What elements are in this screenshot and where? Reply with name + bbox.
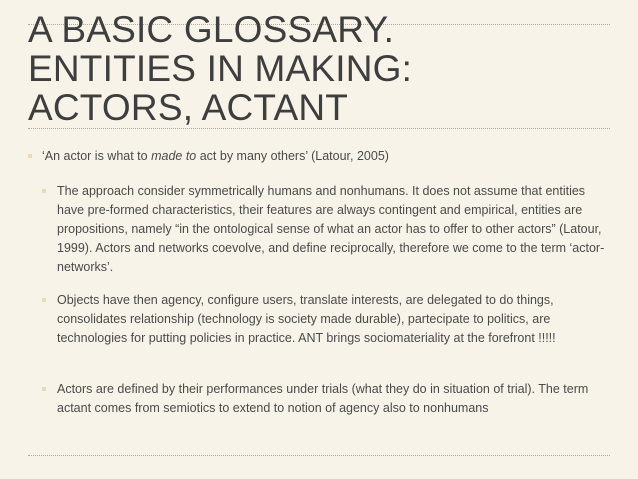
sub-bullet xyxy=(28,182,614,277)
sub-bullet-text: Objects have then agency, configure users, translate interests, are delegated to do things, consolidates relationship (technology is society made durable), partecipate to politics, are technologies for putting policies in practice. ANT brings sociomateriality at the forefront !!!!! xyxy=(57,293,556,345)
bullet-text-before: ‘An actor is what to xyxy=(42,149,152,163)
bullet-marker xyxy=(42,387,46,391)
bullet-text-emphasis: made to xyxy=(151,149,197,163)
bullet-text-after: act by many others’ (Latour, 2005) xyxy=(196,149,389,163)
slide-title xyxy=(28,10,628,127)
bullet-marker xyxy=(28,154,32,158)
sub-bullet xyxy=(28,380,614,418)
title-line: ENTITIES IN MAKING: xyxy=(28,48,413,89)
bullet-marker xyxy=(42,298,46,302)
title-divider xyxy=(28,128,610,129)
bullet-main xyxy=(28,147,614,166)
sub-bullet-text: Actors are defined by their performances under trials (what they do in situation of trial). The term actant comes from semiotics to extend to notion of agency also to nonhumans xyxy=(57,382,589,415)
title-line: ACTORS, ACTANT xyxy=(28,87,349,128)
title-line: A BASIC GLOSSARY. xyxy=(28,9,395,50)
bullet-marker xyxy=(42,189,46,193)
sub-bullet-text: The approach consider symmetrically humans and nonhumans. It does not assume that entities have pre-formed characteristics, their features are always contingent and empirical, entities are propositions, namely “in the ontological sense of what an actor has to offer to other actors” (Latour, 1999). Actors and networks coevolve, and define reciprocally, therefore we come to the term ‘actor-networks’. xyxy=(57,184,605,274)
sub-bullet xyxy=(28,291,614,348)
bottom-divider xyxy=(28,455,610,456)
